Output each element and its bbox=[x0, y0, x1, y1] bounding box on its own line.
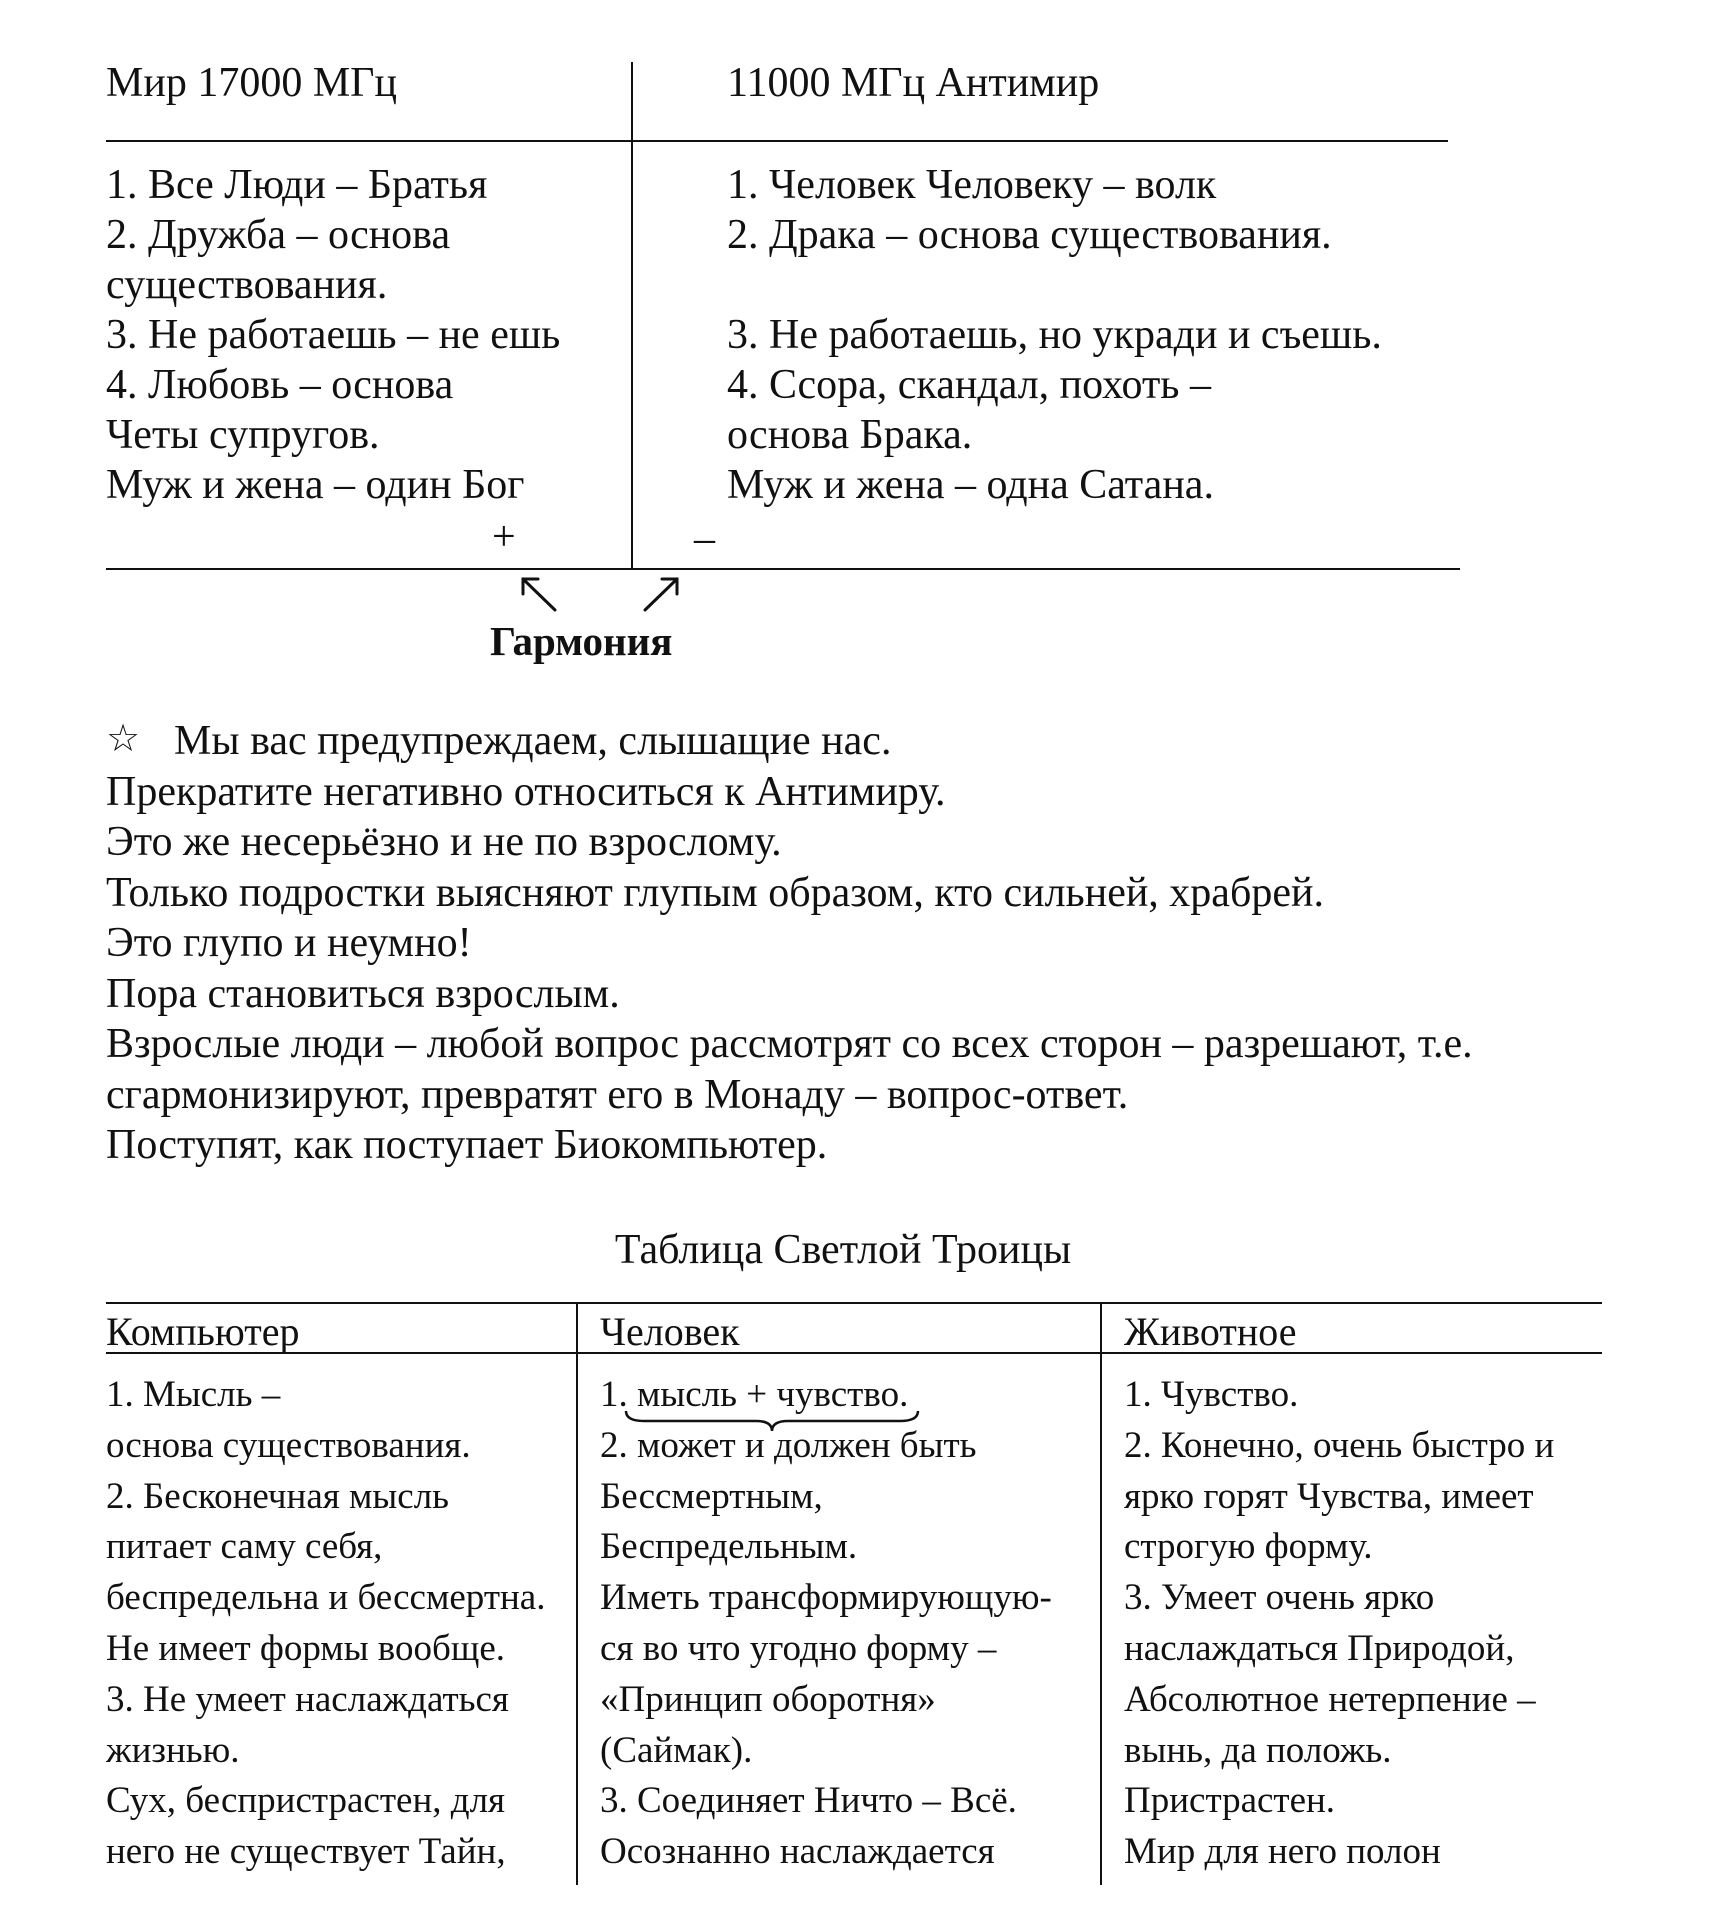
computer-line: питает саму себя, bbox=[106, 1526, 383, 1568]
left-line: Четы супругов. bbox=[106, 412, 380, 458]
warning-line: Прекратите негативно относиться к Антимиру. bbox=[106, 768, 946, 815]
computer-line: него не существует Тайн, bbox=[106, 1831, 506, 1873]
top-table-bottom-rule bbox=[106, 568, 1460, 570]
left-line: 3. Не работаешь – не ешь bbox=[106, 312, 561, 358]
warning-line: Поступят, как поступает Биокомпьютер. bbox=[106, 1122, 828, 1168]
left-line: существования. bbox=[106, 262, 388, 308]
human-line: (Саймак). bbox=[600, 1729, 753, 1771]
warning-line: Это же несерьёзно и не по взрослому. bbox=[106, 819, 782, 865]
right-line: 3. Не работаешь, но укради и съешь. bbox=[727, 312, 1382, 358]
trinity-table-top-rule bbox=[106, 1302, 1602, 1304]
warning-line: сгармонизируют, превратят его в Монаду – вопрос-ответ. bbox=[106, 1071, 1129, 1118]
column-header-human: Человек bbox=[600, 1309, 740, 1354]
computer-line: Сух, беспристрастен, для bbox=[106, 1780, 506, 1822]
right-line: 2. Драка – основа существования. bbox=[727, 212, 1332, 258]
right-line: основа Брака. bbox=[727, 412, 973, 458]
right-line: 4. Ссора, скандал, похоть – bbox=[727, 362, 1211, 408]
human-line: 3. Соединяет Ничто – Всё. bbox=[600, 1780, 1017, 1822]
warning-line: Взрослые люди – любой вопрос рассмотрят со всех сторон – разрешают, т.е. bbox=[106, 1021, 1473, 1067]
column-header-computer: Компьютер bbox=[106, 1309, 300, 1354]
human-line: Осознанно наслаждается bbox=[600, 1831, 995, 1873]
right-header: 11000 МГц Антимир bbox=[727, 60, 1100, 106]
animal-line: Абсолютное нетерпение – bbox=[1124, 1678, 1536, 1720]
warning-line: Только подростки выясняют глупым образом, кто сильней, храбрей. bbox=[106, 869, 1324, 916]
table-title: Таблица Светлой Троицы bbox=[614, 1227, 1072, 1273]
computer-line: основа существования. bbox=[106, 1424, 471, 1466]
harmony-arrows-icon bbox=[515, 572, 685, 617]
right-line: Муж и жена – одна Сатана. bbox=[727, 462, 1214, 508]
computer-line: жизнью. bbox=[106, 1729, 240, 1771]
computer-line: 3. Не умеет наслаждаться bbox=[106, 1678, 509, 1720]
human-column-list bbox=[600, 1370, 1052, 1878]
animal-line: 1. Чувство. bbox=[1124, 1374, 1299, 1415]
human-line: «Принцип оборотня» bbox=[600, 1678, 936, 1720]
trinity-table-divider-2 bbox=[1100, 1303, 1102, 1885]
animal-line: вынь, да положь. bbox=[1124, 1729, 1392, 1771]
computer-line: 1. Мысль – bbox=[106, 1374, 281, 1415]
animal-line: 3. Умеет очень ярко bbox=[1124, 1577, 1435, 1619]
animal-line: наслаждаться Природой, bbox=[1124, 1627, 1515, 1669]
minus-sign: – bbox=[694, 516, 715, 562]
warning-line: Это глупо и неумно! bbox=[106, 920, 472, 966]
computer-line: беспредельна и бессмертна. bbox=[106, 1577, 546, 1619]
human-line: 1. мысль + чувство. bbox=[600, 1374, 909, 1415]
computer-line: Не имеет формы вообще. bbox=[106, 1627, 506, 1669]
computer-column-list bbox=[106, 1370, 545, 1878]
top-table-header-rule bbox=[106, 140, 1448, 142]
column-header-animal: Животное bbox=[1124, 1309, 1297, 1354]
curly-brace-icon bbox=[622, 1408, 922, 1434]
right-line: 1. Человек Человеку – волк bbox=[727, 162, 1217, 208]
left-line: Муж и жена – один Бог bbox=[106, 462, 525, 508]
right-line bbox=[727, 260, 1382, 310]
trinity-table-divider-1 bbox=[576, 1303, 578, 1885]
trinity-table-header-rule bbox=[106, 1352, 1602, 1354]
right-column-list bbox=[727, 160, 1382, 510]
animal-line: Мир для него полон bbox=[1124, 1831, 1441, 1873]
left-line: 2. Дружба – основа bbox=[106, 212, 451, 258]
animal-line: ярко горят Чувства, имеет bbox=[1124, 1475, 1534, 1517]
left-line: 4. Любовь – основа bbox=[106, 362, 454, 408]
warning-line: Пора становиться взрослым. bbox=[106, 970, 620, 1017]
left-line: 1. Все Люди – Братья bbox=[106, 162, 488, 208]
animal-line: 2. Конечно, очень быстро и bbox=[1124, 1424, 1555, 1466]
human-line: ся во что угодно форму – bbox=[600, 1627, 997, 1669]
animal-line: Пристрастен. bbox=[1124, 1780, 1336, 1822]
plus-sign: + bbox=[492, 514, 516, 560]
warning-line: Мы вас предупреждаем, слышащие нас. bbox=[174, 718, 892, 764]
harmony-label: Гармония bbox=[490, 618, 673, 664]
computer-line: 2. Бесконечная мысль bbox=[106, 1475, 450, 1517]
human-line: Иметь трансформирующую- bbox=[600, 1577, 1052, 1619]
star-icon: ☆ bbox=[106, 718, 141, 760]
warning-paragraph bbox=[106, 716, 1473, 1171]
top-table-vertical-divider bbox=[631, 62, 633, 568]
human-line: Беспредельным. bbox=[600, 1526, 858, 1568]
left-column-list bbox=[106, 160, 560, 510]
human-line: 2. может и должен быть bbox=[600, 1424, 977, 1466]
animal-line: строгую форму. bbox=[1124, 1526, 1373, 1568]
animal-column-list bbox=[1124, 1370, 1554, 1878]
left-header: Мир 17000 МГц bbox=[106, 60, 397, 106]
human-line: Бессмертным, bbox=[600, 1475, 823, 1517]
